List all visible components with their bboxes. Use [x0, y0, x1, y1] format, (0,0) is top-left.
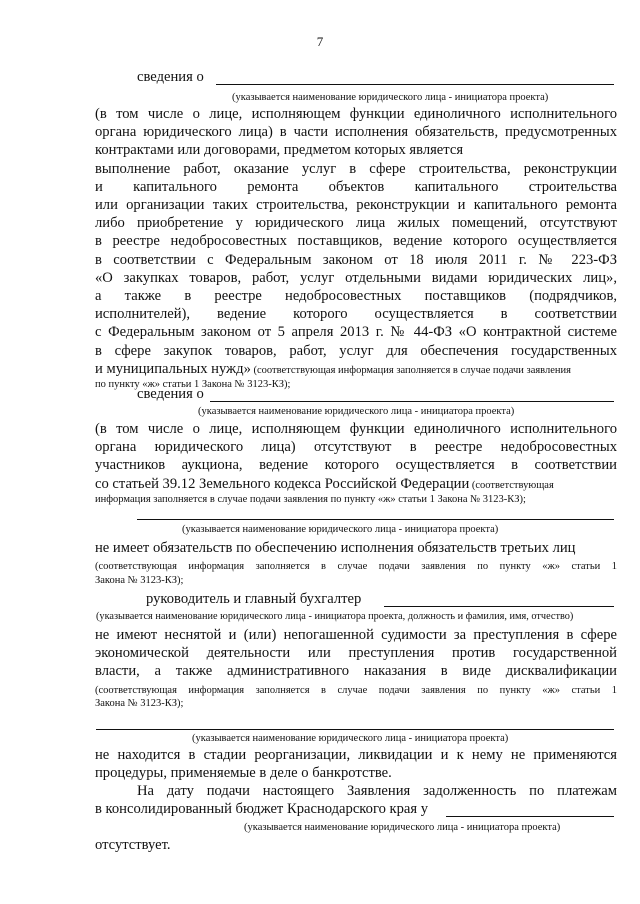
s6-line-1-text: На дату подачи настоящего Заявления задолженность по платежам	[137, 783, 617, 799]
s3-main: не имеет обязательств по обеспечению исполнения обязательств третьих лиц	[95, 540, 576, 556]
s1-line-7: либо приобретение у юридического лица жилых помещений, отсутствуют	[95, 215, 617, 232]
s1-last-main: и муниципальных нужд»	[95, 360, 251, 377]
s4-small-2: Закона № 3123-КЗ);	[95, 698, 184, 710]
s1-fill-line	[216, 84, 614, 85]
s1-line-10: «О закупках товаров, работ, услуг отдельными видами юридических лиц»,	[95, 269, 617, 286]
s2-line-4	[95, 475, 617, 493]
s4-small-1: (соответствующая информация заполняется в случае подачи заявления по пункту «ж» статьи 1	[95, 684, 617, 696]
s6-fill-line	[446, 816, 614, 817]
page-number: 7	[316, 34, 324, 49]
s1-line-11: а также в реестре недобросовестных поставщиков (подрядчиков,	[95, 288, 617, 305]
s4-line-3: власти, а также административного наказания в виде дисквалификации	[95, 663, 617, 680]
s1-label: сведения о	[137, 69, 204, 85]
s1-last-small: (соответствующая информация заполняется в случае подачи заявления	[250, 364, 571, 376]
s5-fill-line	[96, 729, 614, 730]
s1-line-13: с Федеральным законом от 5 апреля 2013 г. № 44-ФЗ «О контрактной системе	[95, 324, 617, 341]
s4-label: руководитель и главный бухгалтер	[146, 591, 362, 607]
s1-line-3: контрактами или договорами, предметом которых является	[95, 142, 464, 159]
s4-fill-line	[384, 606, 614, 607]
s1-line-4: выполнение работ, оказание услуг в сфере строительства, реконструкции	[95, 160, 617, 177]
s1-line-12: исполнителей), ведение которого осуществляется в соответствии	[95, 306, 617, 323]
s6-line-1	[137, 782, 617, 800]
s1-tail-small: по пункту «ж» статьи 1 Закона № 3123-КЗ);	[95, 379, 291, 391]
s3-body	[95, 539, 617, 587]
s1-line-9: в соответствии с Федеральным законом от 18 июля 2011 г. № 223-ФЗ	[95, 251, 617, 268]
s2-label: сведения о	[137, 386, 204, 402]
s1-line-2: органа юридического лица) в части исполнения обязательств, предусмотренных	[95, 124, 617, 141]
s1-line-1: (в том числе о лице, исполняющем функции единоличного исполнительного	[95, 106, 617, 122]
s5-line-2: процедуры, применяемые в деле о банкротстве.	[95, 765, 392, 782]
s1-line-14: в сфере закупок товаров, работ, услуг для обеспечения государственных	[95, 342, 617, 359]
s4-line-1: не имеют неснятой и (или) непогашенной судимости за преступления в сфере	[95, 627, 617, 643]
s2-last-small: (соответствующая	[469, 479, 554, 491]
s2-body	[95, 420, 617, 506]
s3-fill-line	[137, 519, 614, 520]
s5-line-1: не находится в стадии реорганизации, ликвидации и к нему не применяются	[95, 747, 617, 763]
s3-small-2: Закона № 3123-КЗ);	[95, 574, 184, 586]
s1-line-15	[95, 360, 617, 378]
s3-small-1: (соответствующая информация заполняется в случае подачи заявления по пункту «ж» статьи 1	[95, 561, 617, 573]
s6-caption: (указывается наименование юридического лица - инициатора проекта)	[244, 822, 561, 833]
s6-line-2: в консолидированный бюджет Краснодарского края у	[95, 801, 429, 817]
s4-line-2: экономической деятельности или преступления против государственной	[95, 645, 617, 662]
s6-line-3: отсутствует.	[95, 837, 171, 853]
s5-caption: (указывается наименование юридического лица - инициатора проекта)	[192, 733, 509, 744]
s4-caption: (указывается наименование юридического лица - инициатора проекта, должность и фамилия, имя, отчество)	[96, 611, 574, 622]
s1-line-5: и капитального ремонта объектов капитального строительства	[95, 178, 617, 195]
s1-caption: (указывается наименование юридического лица - инициатора проекта)	[232, 92, 549, 103]
s3-caption: (указывается наименование юридического лица - инициатора проекта)	[182, 524, 499, 535]
s2-last-main: со статьей 39.12 Земельного кодекса Российской Федерации	[95, 475, 470, 492]
s2-line-1: (в том числе о лице, исполняющем функции единоличного исполнительного	[95, 421, 617, 437]
s4-body	[95, 626, 617, 711]
s2-tail-small: информация заполняется в случае подачи заявления по пункту «ж» статьи 1 Закона № 3123-КЗ);	[95, 493, 526, 505]
s1-line-8: в реестре недобросовестных поставщиков, ведение которого осуществляется	[95, 233, 617, 250]
s2-caption: (указывается наименование юридического лица - инициатора проекта)	[198, 406, 515, 417]
s2-line-2: органа юридического лица) отсутствуют в реестре недобросовестных	[95, 439, 617, 456]
s2-line-3: участников аукциона, ведение которого осуществляется в соответствии	[95, 457, 617, 474]
s1-line-6: или организации таких строительства, реконструкции и капитального ремонта	[95, 197, 617, 214]
s2-fill-line	[210, 401, 614, 402]
s1-body	[95, 105, 617, 392]
s5-body	[95, 746, 617, 782]
